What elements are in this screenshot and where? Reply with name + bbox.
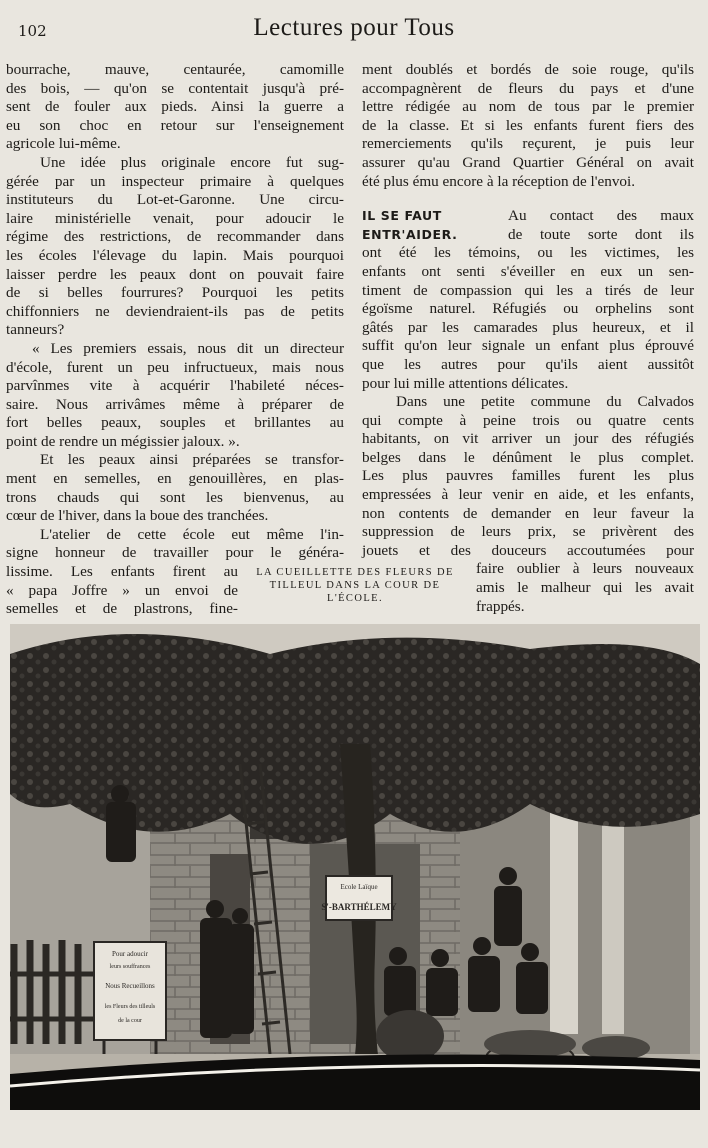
text-line: pour lui mille attentions délicates. <box>362 374 569 392</box>
left-column <box>6 61 344 619</box>
text-line: suffit qu'on leur signale un enfant plus éprouvé <box>362 337 694 355</box>
text-line: les écoles l'élevage du lapin. Mais pourquoi <box>6 246 344 264</box>
text-line: laire ministérielle venait, pour adoucir le <box>6 209 344 227</box>
text-line: assurer qu'au Grand Quartier Général on avait <box>362 153 694 171</box>
text-line: ment en semelles, en genouillères, en plas- <box>6 470 344 488</box>
board-text: Pour adoucir <box>112 950 148 958</box>
text-line: enfants ont senti s'éveiller en eux un sen- <box>362 262 694 280</box>
text-line: eu son choc en retour sur l'enseignement <box>6 116 344 134</box>
text-line: égoïsme naturel. Réfugiés ou orphelins sont <box>362 300 694 318</box>
text-line: empressées à leur venir en aide, et les enfants, <box>362 486 694 504</box>
text-line: remerciements qu'ils reçurent, je puis leur <box>362 135 694 153</box>
running-title: Lectures pour Tous <box>253 14 455 41</box>
text-line: gérée par un inspecteur primaire à quelques <box>6 172 344 190</box>
text-line: Au contact des maux <box>508 207 694 225</box>
street-sign-top: Ecole Laïque <box>340 883 378 891</box>
text-line: Et les peaux ainsi préparées se transfor- <box>40 451 344 469</box>
page-number: 102 <box>18 22 47 40</box>
text-line: été plus ému encore à la réception de l'envoi. <box>362 172 636 190</box>
text-line: d'école, furent un peu infructueux, mais nous <box>6 358 344 376</box>
text-line: de si belles fourrures? Pourquoi les petits <box>6 284 344 302</box>
right-column <box>362 61 694 616</box>
text-line: régime des restrictions, de recommander dans <box>6 228 344 246</box>
text-line: laisser perdre les peaux dont on pouvait faire <box>6 265 344 283</box>
section-opening <box>362 226 694 245</box>
paragraph <box>6 340 344 452</box>
text-line: gâtés par les camarades plus heureux, et il <box>362 318 694 336</box>
section-heading: ENTR'AIDER. <box>362 226 458 242</box>
text-line: ont été les témoins, ou les victimes, les <box>362 244 694 262</box>
text-line: L'atelier de cette école eut même l'in- <box>40 525 344 543</box>
text-line: de la classe. Et si les enfants furent fiers des <box>362 116 694 134</box>
text-line: instituteurs du Lot-et-Garonne. Une circu- <box>6 191 344 209</box>
text-line: faire oublier à leurs nouveaux <box>476 560 694 578</box>
text-line: fort belles peaux, souples et brillantes au <box>6 414 344 432</box>
text-line: lettre rédigée au nom de tous par le premier <box>362 98 694 116</box>
text-line: habitants, on vit arriver un jour des réfugiés <box>362 430 694 448</box>
paragraph <box>6 61 344 154</box>
paragraph <box>6 451 344 525</box>
text-line: Dans une petite commune du Calvados <box>396 393 694 411</box>
text-line: signe honneur de travailler pour le généra- <box>6 544 344 562</box>
text-line: tanneurs? <box>6 321 65 339</box>
text-line: suppression de leurs prix, se privèrent des <box>362 523 694 541</box>
schoolyard-photo <box>10 624 700 1110</box>
text-line: non contents de demander en leur faveur la <box>362 504 694 522</box>
text-line: chiffonniers ne deviendraient-ils pas de petits <box>6 302 344 320</box>
text-line: saire. Nous arrivâmes même à préparer de <box>6 395 344 413</box>
text-line: qui compte à peine trois ou quatre cents <box>362 411 694 429</box>
text-line: que les autres pour qu'ils aient aussitôt <box>362 355 694 373</box>
board-text: leurs souffrances <box>109 964 151 970</box>
text-line: agricole lui-même. <box>6 135 121 153</box>
paragraph <box>362 244 694 393</box>
section-heading: IL SE FAUT <box>362 208 442 224</box>
text-line: bourrache, mauve, centaurée, camomille <box>6 61 344 78</box>
text-line: belges dans le dénûment le plus complet. <box>362 448 694 466</box>
board-text: de la cour <box>118 1018 142 1024</box>
text-line: « Les premiers essais, nous dit un directeur <box>32 339 344 357</box>
text-line: sent de fouler aux pieds. Ainsi la guerre a <box>6 98 344 116</box>
street-sign <box>321 876 397 920</box>
section-opening <box>362 207 694 226</box>
text-line: de toute sorte dont ils <box>508 225 694 243</box>
text-line: cœur de l'hiver, dans la boue des tranchées. <box>6 507 269 525</box>
board-text: Nous Recueillons <box>105 982 155 990</box>
photo-caption: LA CUEILLETTE DES FLEURS DE TILLEUL DANS LA COUR DE L'ÉCOLE. <box>256 567 454 604</box>
text-line: parvînmes vite à acquérir l'habileté néces- <box>6 377 344 395</box>
text-line: trons chauds qui sont les bienvenus, au <box>6 488 344 506</box>
text-line: Les plus pauvres familles furent les plus <box>362 467 694 485</box>
text-line: frappés. <box>476 597 525 615</box>
text-line: ment doublés et bordés de soie rouge, qu'ils <box>362 61 694 78</box>
text-line: « papa Joffre » un envoi de <box>6 581 238 599</box>
text-line: jouets et des douceurs accoutumées pour <box>362 541 694 559</box>
text-line: Une idée plus originale encore fut sug- <box>40 153 344 171</box>
text-line: lissime. Les enfants firent au <box>6 563 238 581</box>
text-line: timent de compassion qui les a tirés de leur <box>362 281 694 299</box>
board-text: les Fleurs des tilleuls <box>104 1004 156 1010</box>
paragraph <box>362 61 694 191</box>
street-sign-main: S'-BARTHÉLEMY <box>321 902 397 912</box>
text-line: semelles et de plastrons, fine- <box>6 600 238 618</box>
text-line: des bois, — qu'on se contentait jusqu'à pré- <box>6 79 344 97</box>
text-line: point de rendre un mégissier jaloux. ». <box>6 432 240 450</box>
text-line: amis le malheur qui les avait <box>476 579 694 597</box>
paragraph <box>6 154 344 340</box>
text-line: accompagnèrent de fleurs du pays et d'une <box>362 79 694 97</box>
